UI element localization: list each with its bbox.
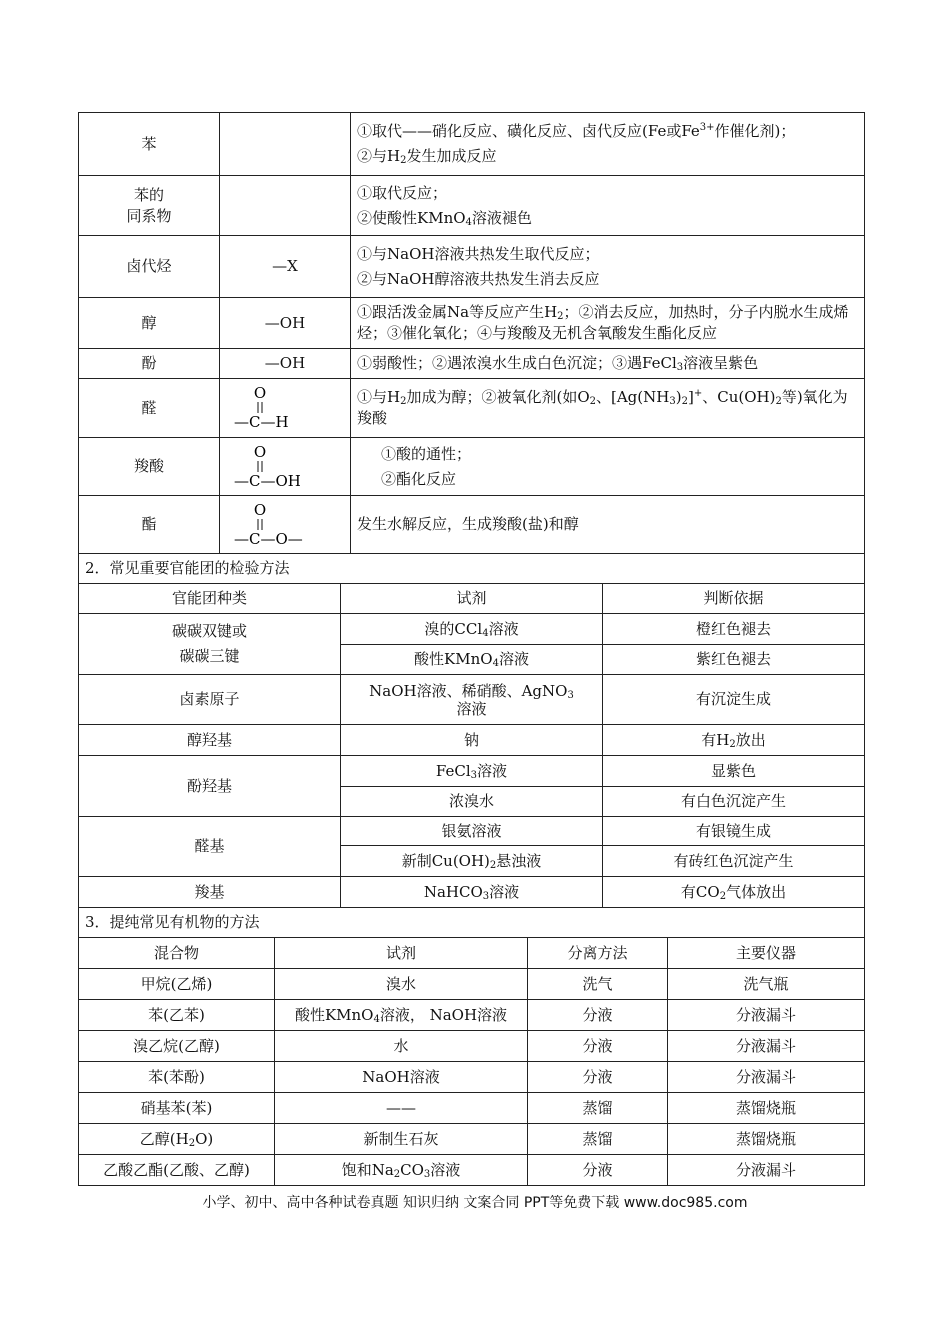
main-apparatus: 蒸馏烧瓶 <box>668 1093 865 1124</box>
detection-row <box>79 877 865 908</box>
judgement-basis: 有白色沉淀产生 <box>603 787 865 817</box>
column-header: 分离方法 <box>528 938 668 969</box>
property-row <box>79 298 865 349</box>
purification-row <box>79 969 865 1000</box>
property-row <box>79 438 865 496</box>
reagent: 银氨溶液 <box>341 817 603 846</box>
mixture: 苯(乙苯) <box>79 1000 275 1031</box>
detection-row <box>79 675 865 725</box>
chemical-properties: ①与NaOH溶液共热发生取代反应； ②与NaOH醇溶液共热发生消去反应 <box>351 236 865 298</box>
purification-row <box>79 1031 865 1062</box>
separation-method: 分液 <box>528 1000 668 1031</box>
chemical-properties: ①取代反应； ②使酸性KMnO$_4$溶液褪色 <box>351 176 865 236</box>
svg-text:—C—O—: —C—O— <box>234 529 303 548</box>
separation-method: 蒸馏 <box>528 1124 668 1155</box>
main-apparatus: 分液漏斗 <box>668 1000 865 1031</box>
purification-row <box>79 1062 865 1093</box>
main-apparatus: 分液漏斗 <box>668 1155 865 1186</box>
separation-method: 分液 <box>528 1062 668 1093</box>
chemical-properties: ①酸的通性； ②酯化反应 <box>351 438 865 496</box>
mixture: 溴乙烷(乙醇) <box>79 1031 275 1062</box>
reagent: FeCl$_3$溶液 <box>341 756 603 787</box>
chemical-properties: ①弱酸性；②遇浓溴水生成白色沉淀；③遇FeCl$_3$溶液呈紫色 <box>351 349 865 379</box>
group-type: 碳碳双键或 碳碳三键 <box>79 614 341 675</box>
judgement-basis: 有银镜生成 <box>603 817 865 846</box>
group-type: 醇羟基 <box>79 725 341 756</box>
column-header: 试剂 <box>341 584 603 614</box>
purification-row <box>79 1000 865 1031</box>
carbonyl-structure <box>230 385 340 431</box>
group-type: 醛基 <box>79 817 341 877</box>
carbonyl-structure <box>230 502 340 548</box>
page-content <box>78 112 864 1186</box>
main-apparatus: 分液漏斗 <box>668 1031 865 1062</box>
detection-methods-table <box>78 553 865 908</box>
column-header: 官能团种类 <box>79 584 341 614</box>
group-type: 卤素原子 <box>79 675 341 725</box>
compound-name: 醛 <box>79 379 220 438</box>
reagent: 新制生石灰 <box>275 1124 528 1155</box>
reagent: 水 <box>275 1031 528 1062</box>
compound-name: 酯 <box>79 496 220 554</box>
judgement-basis: 有砖红色沉淀产生 <box>603 846 865 877</box>
functional-group-properties-table <box>78 112 865 554</box>
column-header: 混合物 <box>79 938 275 969</box>
functional-group <box>220 496 351 554</box>
compound-name: 酚 <box>79 349 220 379</box>
mixture: 乙醇$(H_2O)$ <box>79 1124 275 1155</box>
column-header: 主要仪器 <box>668 938 865 969</box>
property-row <box>79 236 865 298</box>
svg-text:O: O <box>253 385 267 402</box>
reagent: —— <box>275 1093 528 1124</box>
compound-name: 醇 <box>79 298 220 349</box>
purification-header-row <box>79 938 865 969</box>
functional-group <box>220 113 351 176</box>
mixture: 硝基苯(苯) <box>79 1093 275 1124</box>
svg-text:—C—OH: —C—OH <box>234 471 301 490</box>
group-type: 酚羟基 <box>79 756 341 817</box>
svg-text:—C—H: —C—H <box>234 413 289 431</box>
compound-name: 苯的 同系物 <box>79 176 220 236</box>
reagent: NaOH溶液、稀硝酸、AgNO$_3$ 溶液 <box>341 675 603 725</box>
reagent: 酸性KMnO$_4$溶液 <box>341 645 603 675</box>
page-footer: 小学、初中、高中各种试卷真题 知识归纳 文案合同 PPT等免费下载 www.doc985.com <box>202 1195 748 1211</box>
section3-heading: 3．提纯常见有机物的方法 <box>79 908 865 938</box>
compound-name: 苯 <box>79 113 220 176</box>
detection-header-row <box>79 584 865 614</box>
svg-text:O: O <box>253 443 267 461</box>
judgement-basis: 有$H_2$放出 <box>603 725 865 756</box>
purification-row <box>79 1124 865 1155</box>
property-row <box>79 496 865 554</box>
purification-methods-table <box>78 907 865 1186</box>
judgement-basis: 显紫色 <box>603 756 865 787</box>
reagent: 新制$Cu(OH)_2$悬浊液 <box>341 846 603 877</box>
reagent: 酸性KMnO$_4$溶液， NaOH溶液 <box>275 1000 528 1031</box>
main-apparatus: 分液漏斗 <box>668 1062 865 1093</box>
column-header: 判断依据 <box>603 584 865 614</box>
chemical-properties: ①与$H_2$加成为醇；②被氧化剂(如$O_2$、$[Ag(NH_3)_2]^+$、$Cu(OH)_2$等)氧化为羧酸 <box>351 379 865 438</box>
functional-group: —OH <box>220 349 351 379</box>
mixture: 乙酸乙酯(乙酸、乙醇) <box>79 1155 275 1186</box>
property-row <box>79 176 865 236</box>
reagent: 溴的CCl$_4$溶液 <box>341 614 603 645</box>
reagent: 溴水 <box>275 969 528 1000</box>
judgement-basis: 紫红色褪去 <box>603 645 865 675</box>
mixture: 甲烷(乙烯) <box>79 969 275 1000</box>
functional-group <box>220 176 351 236</box>
column-header: 试剂 <box>275 938 528 969</box>
detection-row <box>79 756 865 787</box>
reagent: NaOH溶液 <box>275 1062 528 1093</box>
separation-method: 蒸馏 <box>528 1093 668 1124</box>
property-row <box>79 379 865 438</box>
section2-heading: 2．常见重要官能团的检验方法 <box>79 554 865 584</box>
detection-row <box>79 614 865 645</box>
detection-row <box>79 725 865 756</box>
functional-group <box>220 438 351 496</box>
reagent: 钠 <box>341 725 603 756</box>
reagent: NaHCO$_3$溶液 <box>341 877 603 908</box>
purification-row <box>79 1093 865 1124</box>
judgement-basis: 有$CO_2$气体放出 <box>603 877 865 908</box>
property-row <box>79 349 865 379</box>
chemical-properties: ①取代——硝化反应、磺化反应、卤代反应(Fe或$Fe^{3+}$作催化剂)； ②与$H_2$发生加成反应 <box>351 113 865 176</box>
reagent: 浓溴水 <box>341 787 603 817</box>
detection-row <box>79 817 865 846</box>
main-apparatus: 洗气瓶 <box>668 969 865 1000</box>
functional-group: —OH <box>220 298 351 349</box>
compound-name: 羧酸 <box>79 438 220 496</box>
property-row <box>79 113 865 176</box>
separation-method: 分液 <box>528 1031 668 1062</box>
judgement-basis: 橙红色褪去 <box>603 614 865 645</box>
chemical-properties: ①跟活泼金属Na等反应产生$H_2$；②消去反应，加热时，分子内脱水生成烯烃；③催化氧化；④与羧酸及无机含氧酸发生酯化反应 <box>351 298 865 349</box>
functional-group <box>220 379 351 438</box>
functional-group: —X <box>220 236 351 298</box>
separation-method: 洗气 <box>528 969 668 1000</box>
purification-row <box>79 1155 865 1186</box>
separation-method: 分液 <box>528 1155 668 1186</box>
chemical-properties: 发生水解反应，生成羧酸(盐)和醇 <box>351 496 865 554</box>
main-apparatus: 蒸馏烧瓶 <box>668 1124 865 1155</box>
carbonyl-structure <box>230 444 340 490</box>
mixture: 苯(苯酚) <box>79 1062 275 1093</box>
judgement-basis: 有沉淀生成 <box>603 675 865 725</box>
reagent: 饱和$Na_2CO_3$溶液 <box>275 1155 528 1186</box>
group-type: 羧基 <box>79 877 341 908</box>
compound-name: 卤代烃 <box>79 236 220 298</box>
svg-text:O: O <box>253 501 267 519</box>
